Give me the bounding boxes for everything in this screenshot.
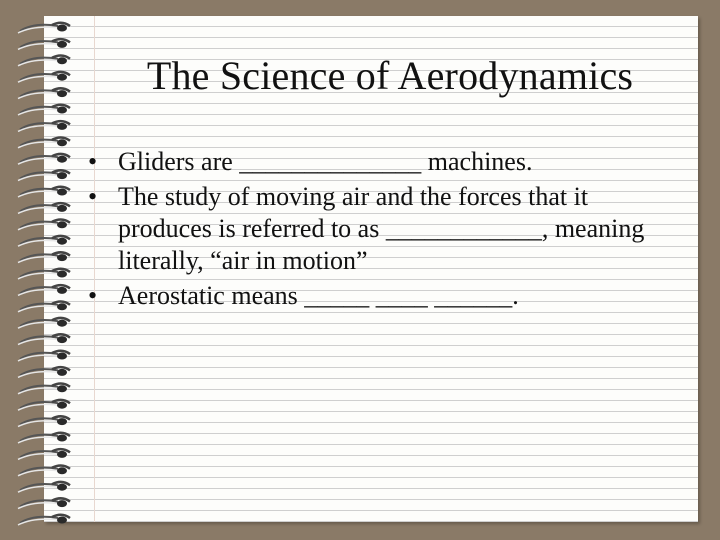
spiral-ring-icon [18, 88, 70, 98]
bullet-marker: • [88, 147, 98, 176]
spiral-ring-icon [18, 138, 70, 148]
bullet-marker: • [88, 182, 98, 211]
bullet-item [88, 181, 688, 277]
spiral-ring-icon [18, 351, 70, 361]
spiral-ring-icon [18, 449, 70, 459]
spiral-ring-icon [18, 433, 70, 443]
bullet-list [88, 146, 688, 315]
spiral-ring-icon [18, 39, 70, 49]
spiral-ring-icon [18, 416, 70, 426]
spiral-ring-icon [18, 72, 70, 82]
slide-title: The Science of Aerodynamics [146, 53, 634, 98]
spiral-ring-icon [18, 203, 70, 213]
spiral-ring-icon [18, 384, 70, 394]
spiral-ring-icon [18, 318, 70, 328]
spiral-ring-icon [18, 302, 70, 312]
spiral-binding-icon [0, 0, 90, 540]
spiral-ring-icon [18, 482, 70, 492]
spiral-ring-icon [18, 23, 70, 33]
spiral-ring-icon [18, 285, 70, 295]
spiral-ring-icon [18, 400, 70, 410]
spiral-ring-icon [18, 56, 70, 66]
spiral-ring-icon [18, 105, 70, 115]
spiral-ring-icon [18, 170, 70, 180]
bullet-marker: • [88, 281, 98, 310]
spiral-ring-icon [18, 367, 70, 377]
spiral-ring-icon [18, 498, 70, 508]
spiral-ring-icon [18, 515, 70, 525]
spiral-ring-icon [18, 334, 70, 344]
spiral-ring-icon [18, 187, 70, 197]
spiral-ring-icon [18, 154, 70, 164]
spiral-ring-icon [18, 466, 70, 476]
bullet-text: Gliders are ______________ machines. [118, 147, 533, 176]
bullet-text: Aerostatic means _____ ____ ______. [118, 281, 519, 310]
spiral-ring-icon [18, 220, 70, 230]
bullet-item [88, 146, 688, 178]
spiral-ring-icon [18, 121, 70, 131]
spiral-ring-icon [18, 252, 70, 262]
bullet-text: The study of moving air and the forces that it produces is referred to as ____________, meaning literally, “air in motion” [118, 182, 645, 275]
spiral-ring-icon [18, 236, 70, 246]
spiral-ring-icon [18, 269, 70, 279]
bullet-item [88, 280, 688, 312]
